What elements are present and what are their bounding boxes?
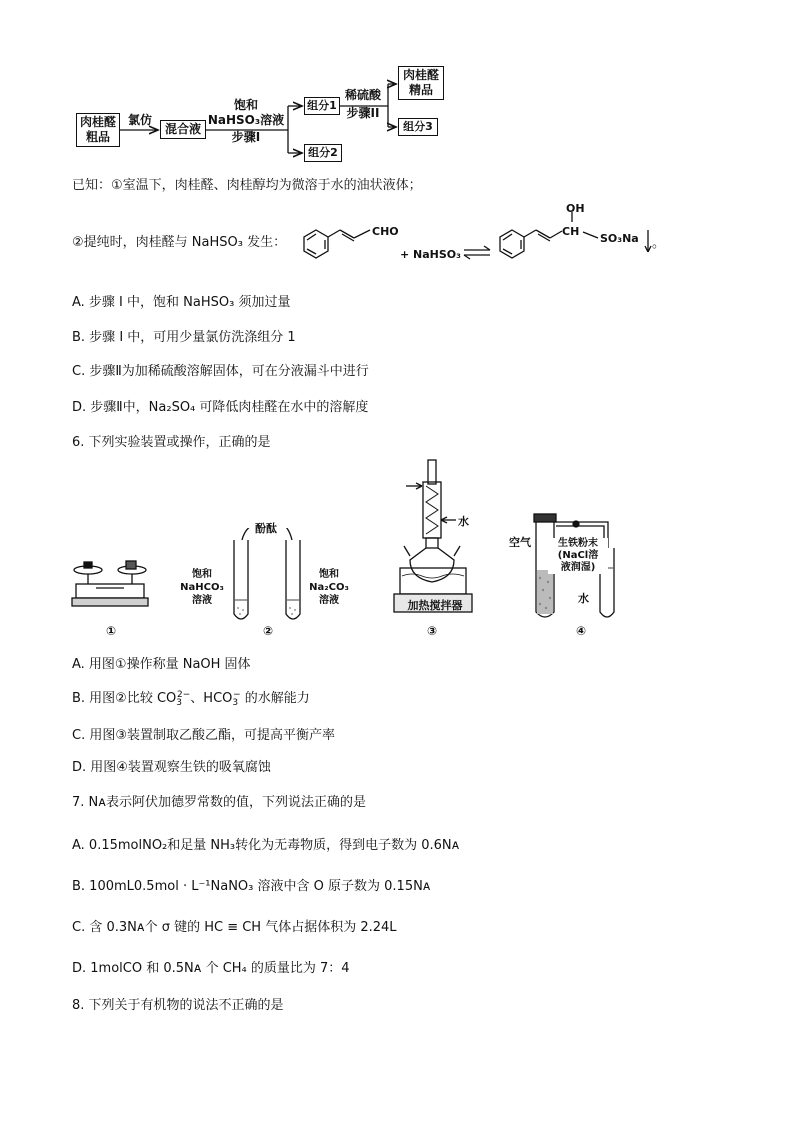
fig2-right-label-1: 饱和	[319, 569, 339, 580]
fig3-stirrer-label: 加热搅拌器	[407, 599, 463, 612]
q7-option-a: A. 0.15molNO₂和足量 NH₃转化为无毒物质，得到电子数为 0.6Nᴀ	[72, 838, 460, 853]
fig2-left-label-3: 溶液	[192, 595, 212, 606]
fig2-right-label-3: 溶液	[319, 595, 339, 606]
period-mark: 。	[652, 236, 666, 251]
known-1: 已知：①室温下，肉桂醛、肉桂醇均为微溶于水的油状液体；	[72, 178, 422, 193]
q6-option-b-post: 的水解能力	[240, 691, 310, 706]
q5-option-b: B. 步骤 I 中，可用少量氯仿洗涤组分 1	[72, 330, 296, 345]
q6-option-c: C. 用图③装置制取乙酸乙酯，可提高平衡产率	[72, 728, 335, 743]
figure-1-balance	[66, 558, 162, 610]
step2-label: 步骤II	[346, 106, 380, 120]
fig2-right-label-2: Na₂CO₃	[309, 582, 349, 593]
q7-stem: 7. Nᴀ表示阿伏加德罗常数的值，下列说法正确的是	[72, 795, 366, 810]
fig4-air-label: 空气	[509, 536, 531, 549]
fig4-iron-label-3: 液润湿)	[560, 562, 596, 573]
q6-stem: 6. 下列实验装置或操作，正确的是	[72, 435, 271, 450]
fig4-iron-label-2: (NaCl溶	[557, 550, 599, 561]
figure-label-4: ④	[576, 624, 587, 638]
q6-option-b-pre: B. 用图②比较 CO	[72, 691, 177, 706]
fig4-iron-label	[548, 538, 608, 574]
flow-arrows	[0, 0, 794, 180]
crude-label-1: 肉桂醛	[79, 115, 116, 129]
reaction-so3na: SO₃Na	[600, 232, 639, 245]
figure-label-3: ③	[427, 624, 438, 638]
fig2-left-label-1: 饱和	[192, 569, 212, 580]
q6-option-b: B. 用图②比较 $CO_3^{2-}$、$HCO_3^-$ 的水解能力	[72, 690, 310, 708]
reaction-ch: CH	[562, 225, 580, 238]
q7-option-c: C. 含 0.3Nᴀ个 σ 键的 HC ≡ CH 气体占据体积为 2.24L	[72, 920, 397, 935]
reagent-label-1: 饱和	[233, 98, 258, 112]
comp3-box: 组分3	[398, 118, 438, 136]
acid-label: 稀硫酸	[344, 88, 381, 102]
crude-label-2: 粗品	[85, 130, 110, 144]
mixture-box: 混合液	[160, 120, 206, 139]
q7-option-b: B. 100mL0.5mol · L⁻¹NaNO₃ 溶液中含 O 原子数为 0.15Nᴀ	[72, 879, 431, 894]
comp1-box: 组分1	[304, 97, 340, 115]
comp2-box: 组分2	[304, 144, 342, 162]
fig2-right-label	[304, 568, 354, 607]
figure-label-1: ①	[106, 624, 117, 638]
chloroform-label: 氯仿	[127, 113, 152, 127]
reaction-plus: + NaHSO₃	[400, 248, 461, 261]
q6-option-b-mid: 、HCO	[190, 691, 233, 706]
fig4-water-label: 水	[578, 592, 589, 605]
step1-label: 步骤I	[231, 130, 261, 144]
figure-label-2: ②	[263, 624, 274, 638]
reaction-oh: OH	[566, 202, 585, 215]
fig4-iron-label-1: 生铁粉末	[558, 538, 598, 549]
reagent-label-2: NaHSO₃溶液	[207, 113, 285, 127]
pure-label-2: 精品	[408, 83, 433, 97]
q8-stem: 8. 下列关于有机物的说法不正确的是	[72, 998, 284, 1013]
figure-2-test-tubes	[232, 528, 312, 628]
fig2-left-label	[178, 568, 226, 607]
fig2-left-label-2: NaHCO₃	[180, 582, 224, 593]
q6-option-a: A. 用图①操作称量 NaOH 固体	[72, 657, 251, 672]
q6-option-d: D. 用图④装置观察生铁的吸氧腐蚀	[72, 760, 271, 775]
pure-label-1: 肉桂醛	[402, 68, 439, 82]
known-2: ②提纯时，肉桂醛与 NaHSO₃ 发生：	[72, 235, 287, 250]
fig2-phenolphthalein: 酚酞	[255, 522, 277, 535]
q5-option-d: D. 步骤Ⅱ中，Na₂SO₄ 可降低肉桂醛在水中的溶解度	[72, 400, 369, 415]
q7-option-d: D. 1molCO 和 0.5Nᴀ 个 CH₄ 的质量比为 7：4	[72, 961, 350, 976]
reaction-cho: CHO	[372, 225, 399, 238]
q5-option-c: C. 步骤Ⅱ为加稀硫酸溶解固体，可在分液漏斗中进行	[72, 364, 369, 379]
fig3-water-label: 水	[458, 515, 469, 528]
q5-option-a: A. 步骤 I 中，饱和 NaHSO₃ 须加过量	[72, 295, 291, 310]
